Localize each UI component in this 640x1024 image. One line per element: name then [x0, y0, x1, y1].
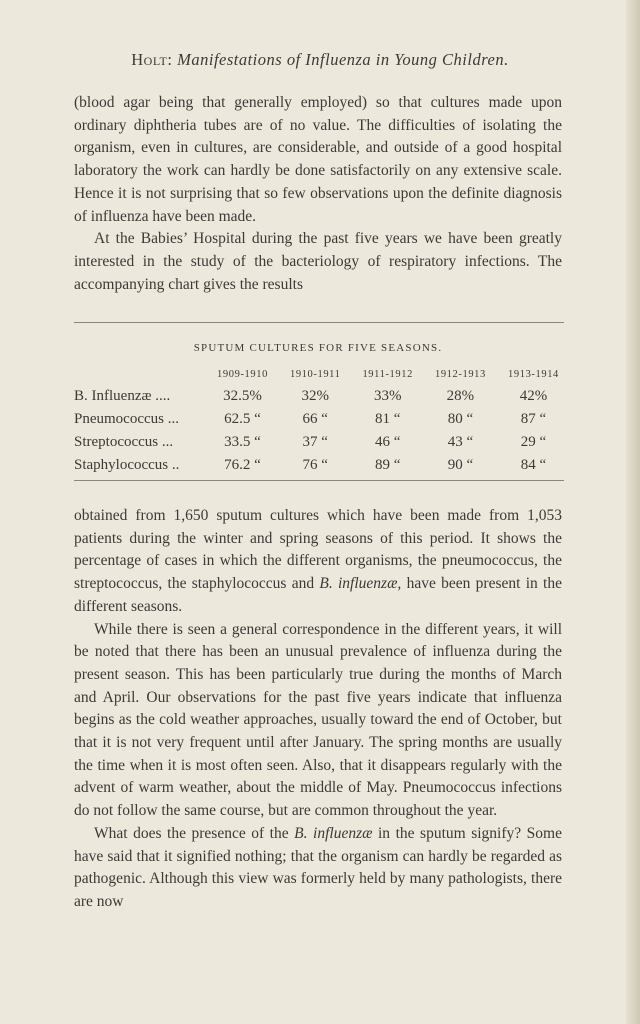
table-cell: 32%	[301, 388, 329, 404]
table-row	[74, 408, 570, 431]
running-header: Holt: Manifestations of Influenza in Young Children.	[131, 50, 509, 69]
header-title: Manifestations of Influenza in Young Children.	[177, 50, 509, 69]
column-header: 1912-1913	[434, 368, 486, 380]
table-cell: 33.5 “	[224, 434, 261, 450]
column-header: 1909-1910	[217, 368, 268, 380]
table-bottom-rule	[74, 480, 564, 481]
column-header: 1910-1911	[289, 368, 341, 380]
table-header-row	[74, 367, 570, 385]
table-cell: 32.5%	[223, 388, 262, 404]
table-cell: 66 “	[302, 411, 328, 427]
table-cell: 43 “	[447, 434, 474, 450]
paragraph-text: have been present in the different seasons.	[74, 575, 562, 615]
body-text-bottom	[74, 505, 562, 914]
row-label: Pneumococcus ...	[74, 411, 179, 427]
table-cell: 80 “	[447, 411, 474, 427]
organism-name: B. influenzæ,	[319, 575, 402, 593]
header-author: Holt	[131, 50, 168, 69]
row-label: B. Influenzæ ....	[74, 388, 171, 404]
table-cell: 28%	[446, 388, 475, 404]
paragraph: While there is seen a general correspondence in the different years, it will be noted that there has been an unusual prevalence of influenza during the present season. This has been particularly true during the months of March and April. Our observations for the past five years indicate that influenza begins as the cold weather approaches, usually toward the end of October, but that it is not very frequent until after January. The spring months are usually the time when it is most often seen. Also, that it disappears regularly with the advent of warm weather, about the middle of May. Pneumococcus infections do not follow the same course, but are common throughout the year.	[74, 620, 562, 820]
organism-name: B. influenzæ	[294, 824, 373, 842]
page-edge	[626, 0, 640, 1024]
paragraph-text: What does the presence of the	[94, 824, 295, 842]
table-cell: 90 “	[447, 457, 474, 473]
row-label: Streptococcus ...	[74, 434, 174, 450]
column-header: 1911-1912	[362, 368, 413, 380]
paragraph-text: in the sputum signify? Some have said that it signified nothing; that the organism can hardly be regarded as pathogenic. Although this view was formerly held by many pathologists, there are now	[74, 824, 562, 910]
row-label: Staphylococcus ..	[74, 457, 180, 473]
table-title: SPUTUM CULTURES FOR FIVE SEASONS.	[193, 342, 443, 354]
paragraph: (blood agar being that generally employed) so that cultures made upon ordinary diphtheria tubes are of no value. The difficulties of isolating the organism, even in cultures, are considerable, and outside of a good hospital laboratory the work can hardly be done satisfactorily on any extensive scale. Hence it is not surprising that so few observations upon the definite diagnosis of influenza have been made.	[74, 94, 562, 225]
table-corner	[74, 367, 206, 385]
table-cell: 84 “	[520, 457, 547, 473]
table-cell: 87 “	[520, 411, 547, 427]
table-cell: 76.2 “	[224, 457, 261, 473]
table-top-rule	[74, 322, 564, 323]
paragraph	[74, 823, 562, 914]
table-cell: 76 “	[302, 457, 328, 473]
table-row	[74, 431, 570, 454]
paragraph-text: obtained from 1,650 sputum cultures which have been made from 1,053 patients during the winter and spring seasons of this period. It shows the percentage of cases in which the different organisms, the pneumococcus, the streptococcus, the staphylococcus and	[74, 507, 562, 593]
table-cell: 89 “	[374, 457, 401, 473]
sputum-cultures-table	[74, 367, 570, 477]
table-cell: 29 “	[520, 434, 547, 450]
table-cell: 37 “	[302, 434, 328, 450]
table-cell: 33%	[373, 388, 402, 404]
paragraph: At the Babies’ Hospital during the past five years we have been greatly interested in the study of the bacteriology of respiratory infections. The accompanying chart gives the results	[74, 230, 562, 293]
body-text-top	[74, 92, 562, 296]
column-header: 1913-1914	[508, 368, 559, 380]
table-cell: 81 “	[374, 411, 401, 427]
table-cell: 46 “	[374, 434, 401, 450]
table-row	[74, 385, 570, 408]
paragraph	[74, 505, 562, 619]
table-cell: 42%	[519, 388, 548, 404]
table-row	[74, 454, 570, 477]
table-cell: 62.5 “	[224, 411, 261, 427]
